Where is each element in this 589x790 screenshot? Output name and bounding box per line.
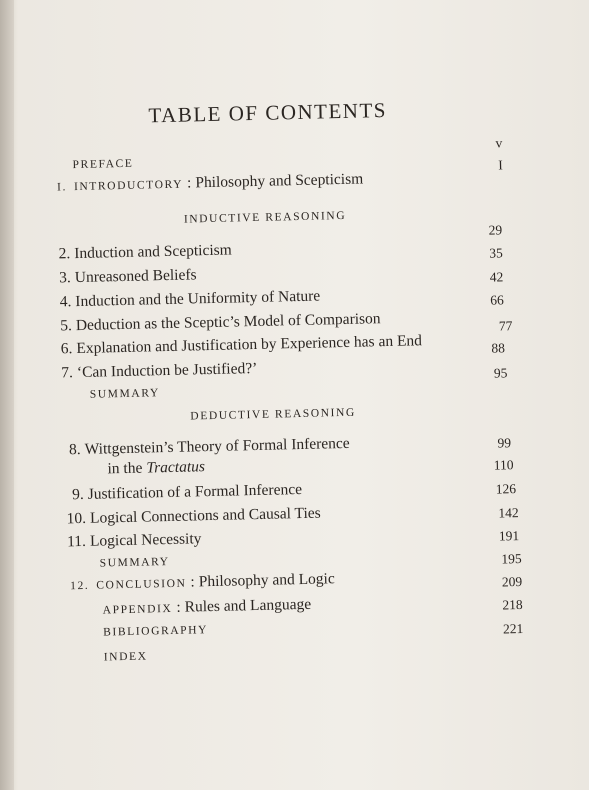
toc-entry-1-number: I. [56,181,68,194]
toc-preface-page: v [495,135,503,151]
toc-entry-12-number: 12. [70,579,90,593]
toc-entry-1-title: Philosophy and Scepticism [195,170,364,192]
toc-entry-3 [59,266,197,287]
toc-entry-11-page: 142 [498,505,519,521]
toc-summary-2-page: 191 [498,528,520,544]
toc-entry-1-page: I [498,157,503,173]
toc-entry-6 [61,332,423,358]
toc-entry-6-title: Explanation and Justification by Experience has an End [76,332,423,358]
toc-entry-5-number: 5. [60,317,73,335]
toc-entry-11 [67,530,202,551]
section-heading-inductive: INDUCTIVE REASONING [183,209,347,226]
toc-entry-4 [60,288,321,312]
toc-index-label: INDEX [103,650,148,664]
toc-entry-2-page: 29 [488,222,503,238]
toc-appendix-sep: : [176,598,181,616]
toc-entry-9-number: 9. [71,485,84,504]
toc-appendix-page: 209 [501,574,523,590]
toc-entry-7-title: ‘Can Induction be Justified?’ [76,359,258,382]
toc-entry-11-number: 11. [66,532,87,551]
toc-entry-1-prefix: INTRODUCTORY [73,178,184,194]
toc-entry-7-page: 88 [491,340,506,356]
toc-entry-8-number: 8. [68,440,81,459]
toc-entry-8 [69,435,350,459]
toc-entry-9-title: Justification of a Formal Inference [87,480,303,503]
toc-appendix-title: Rules and Language [184,595,312,616]
toc-entry-3-number: 3. [58,269,71,287]
toc-entry-12-page: 195 [501,551,522,567]
toc-entry-12-prefix: CONCLUSION [96,577,187,592]
toc-entry-7-number: 7. [61,364,74,382]
toc-entry-6-number: 6. [60,340,73,358]
toc-entry-4-number: 4. [59,293,72,311]
page-title: TABLE OF CONTENTS [148,97,388,128]
toc-bibliography-page: 218 [502,597,523,613]
toc-bibliography-label: BIBLIOGRAPHY [103,624,209,639]
toc-entry-5 [60,310,381,335]
toc-entry-10-page: 126 [495,481,517,497]
toc-index-page: 221 [502,620,524,637]
toc-entry-12-sep: : [190,573,195,591]
toc-entry-2-title: Induction and Scepticism [74,241,232,263]
toc-entry-10-title: Logical Connections and Causal Ties [89,504,321,527]
toc-preface-label: PREFACE [72,157,134,172]
toc-entry-2 [58,242,232,264]
toc-entry-9 [72,481,302,504]
toc-entry-4-page: 42 [489,269,504,285]
toc-entry-1 [57,171,364,196]
section-heading-deductive: DEDUCTIVE REASONING [190,406,356,423]
toc-summary-1-label: SUMMARY [89,387,160,401]
toc-entry-8-title: Wittgenstein’s Theory of Formal Inference [84,434,350,458]
toc-entry-9-page: 110 [493,457,514,473]
toc-appendix-prefix: APPENDIX [102,602,173,617]
toc-entry-1-sep: : [186,174,192,192]
toc-entry-5-title: Deduction as the Sceptic’s Model of Comparison [75,310,381,335]
toc-entry-8-title-prefix: in the [107,459,143,478]
toc-entry-10 [66,505,320,529]
toc-entry-7 [61,360,257,382]
toc-entry-8-page: 99 [497,435,512,451]
toc-entry-8-title-italic: Tractatus [146,458,206,477]
toc-entry-5-page: 66 [490,292,504,308]
toc-summary-2-label: SUMMARY [99,556,170,570]
toc-entry-6-page: 77 [498,318,513,334]
toc-entry-8-line2 [107,458,205,478]
toc-entry-12 [70,570,335,594]
toc-entry-3-title: Unreasoned Beliefs [74,266,197,287]
toc-entry-12-title: Philosophy and Logic [198,570,335,591]
toc-summary-1-page: 95 [493,365,508,381]
toc-entry-3-page: 35 [489,245,503,261]
toc-entry-4-title: Induction and the Uniformity of Nature [75,287,321,311]
toc-appendix [102,596,311,619]
toc-entry-10-number: 10. [66,509,87,528]
toc-entry-2-number: 2. [58,245,71,263]
toc-entry-11-title: Logical Necessity [89,530,202,550]
